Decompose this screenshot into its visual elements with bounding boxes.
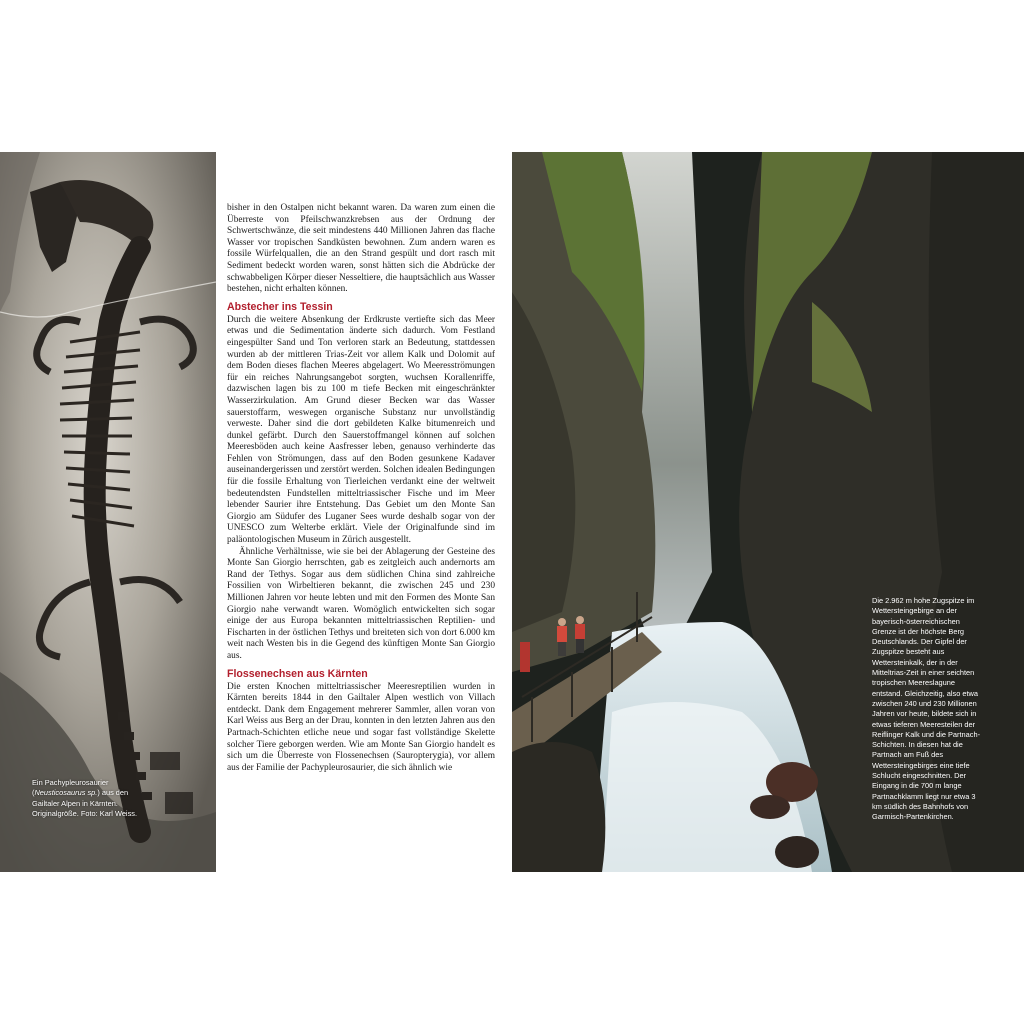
section-heading-tessin: Abstecher ins Tessin [227, 300, 333, 313]
fossil-caption-species: Neusticosaurus sp. [34, 788, 98, 798]
gorge-caption: Die 2.962 m hohe Zugspitze im Wettersteingebirge an der bayerisch-österreichischen Grenze ist der höchste Berg Deutschlands. Der Gipfel der Zugspitze besteht aus Wettersteinkalk, der in der Mitteltrias-Zeit in einer seichten tropischen Meereslagune entstand. Gleichzeitig, also etwa zwischen 240 und 230 Millionen Jahren vor heute, bildete sich in etwas tieferen Meeresteilen der Reiflinger Kalk und die Partnach-Schichten. In diesen hat die Partnach am Fuß des Wettersteingebirges eine tiefe Schlucht eingeschnitten. Der Eingang in die 700 m lange Partnachklamm liegt nur etwa 3 km südlich des Bahnhofs von Garmisch-Partenkirchen. [872, 596, 981, 822]
pachypleurosaur-fossil-image [0, 152, 216, 872]
fossil-caption-text-start: Ein Pachypleurosaurier ( [32, 778, 109, 798]
article-body [227, 203, 495, 774]
section-tessin-paragraph-2: Ähnliche Verhältnisse, wie sie bei der Ablagerung der Gesteine des Monte San Giorgio herrschten, gab es zeitgleich auch andernorts am Rand der Tethys. Sogar aus dem südlichen China sind zahlreiche Fossilien von Wirbeltieren bekannt, die zwischen 245 und 230 Millionen Jahren vor heute lebten und mit den Formen des Monte San Giorgio nahe verwandt waren. Womöglich entwickelten sich sogar einige der aus Europa bekannten mitteltriassischen Reptilien- und Fischarten in der östlichen Tethys und breiteten sich von dort 6.000 km weit nach Westen bis in die Gegend des künftigen Monte San Giorgio aus. [227, 546, 495, 661]
section-heading-kaernten: Flossenechsen aus Kärnten [227, 667, 368, 680]
article-intro-paragraph: bisher in den Ostalpen nicht bekannt waren. Da waren zum einen die Überreste von Pfeilschwanzkrebsen aus der Ordnung der Schwertschwänze, die seit mindestens 440 Millionen Jahren das flache Wasser vor tropischen Sandküsten bewohnen. Zum andern waren es fossile Würfelquallen, die an den Strand gespült und dort rasch mit Sediment bedeckt worden waren, sonst hätten sich die Abdrücke der schwabbeligen Körper dieser Nesseltiere, die hauptsächlich aus Wasser bestehen, nicht erhalten können. [227, 203, 495, 295]
section-tessin-paragraph-1: Durch die weitere Absenkung der Erdkruste vertiefte sich das Meer etwas und die Sedimentation änderte sich dadurch. Vom Festland eingespülter Sand und Ton verloren stark an Bedeutung, stattdessen wurden ab der mittleren Trias-Zeit vor allem Kalk und Dolomit auf dem Boden dieses flachen Meeres abgelagert. Wo Meeresströmungen für ein reiches Nahrungsangebot sorgten, wuchsen Korallenriffe, dazwischen lagen bis zu 100 m tiefe Becken mit eingeschränkter Wasserzirkulation. Am Grund dieser Becken war das Wasser sauerstoffarm, weswegen organische Substanz nur unvollständig verweste. Daher sind die dort gebildeten Kalke bitumenreich und dunkel gefärbt. Durch den Sauerstoffmangel können auf solchen Meeresböden auch keine Aasfresser leben, genauso verhinderte das Fehlen von Strömungen, dass auf den Boden gesunkene Kadaver auseinandergerissen und zerstört werden. Solchen idealen Bedingungen für die fossile Erhaltung von Tierleichen verdankt eine der weltweit bedeutendsten Fundstellen mitteltriassischer Fische und im Meer lebender Saurier ihre Entstehung. Das Gebiet um den Monte San Giorgio am Südufer des Luganer Sees wurde deshalb sogar von der UNESCO zum Welterbe erklärt. Viele der Originalfunde sind im paläontologischen Museum in Zürich ausgestellt. [227, 314, 495, 546]
fossil-caption-text-end: ) aus den Gailtaler Alpen in Kärnten. Originalgröße. Foto: Karl Weiss. [32, 788, 138, 819]
fossil-caption [32, 778, 144, 820]
section-kaernten-paragraph-1: Die ersten Knochen mitteltriassischer Meeresreptilien wurden in Kärnten bereits 1844 in den Gailtaler Alpen westlich von Villach entdeckt. Dank dem Engagement mehrerer Sammler, allen voran von Karl Weiss aus Berg an der Drau, konnten in den letzten Jahren aus den Partnach-Schichten etliche neue und sogar fast vollständige Skelette solcher Tiere geborgen werden. Wie am Monte San Giorgio handelt es sich um die Überreste von Flossenechsen (Sauropterygia), vor allem aus der Familie der Pachypleurosaurier, die sich ähnlich wie [227, 681, 495, 773]
fossil-photo [0, 152, 216, 872]
